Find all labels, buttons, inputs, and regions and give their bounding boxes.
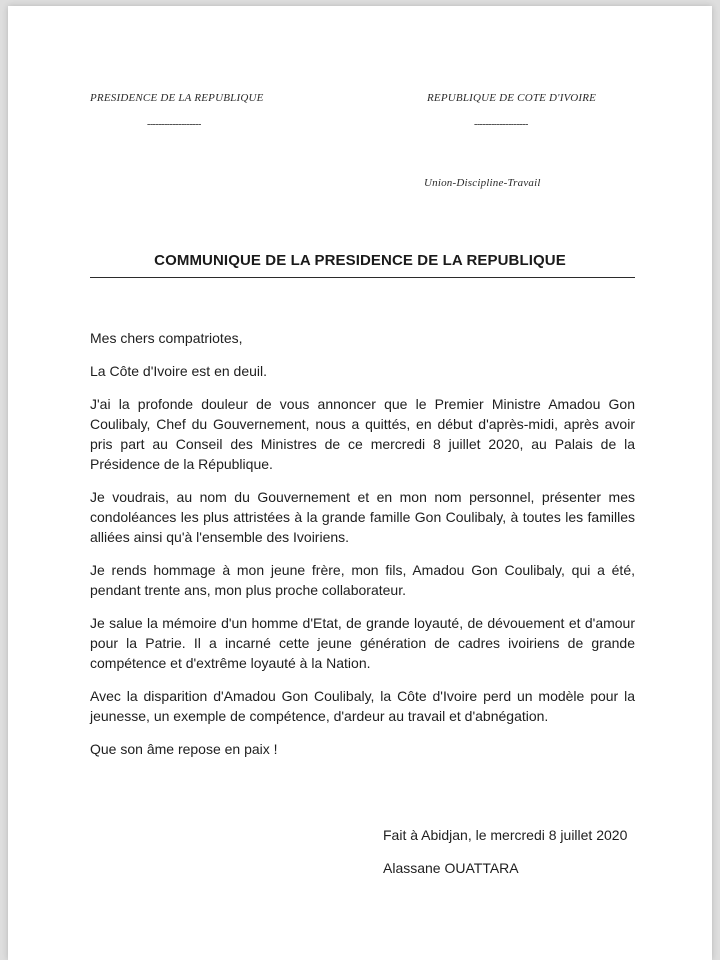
closing-line: Que son âme repose en paix ! bbox=[90, 741, 278, 757]
paragraph: Je rends hommage à mon jeune frère, mon fils, Amadou Gon Coulibaly, qui a été, pendant trente ans, mon plus proche collaborateur. bbox=[90, 562, 635, 598]
title-underline bbox=[90, 277, 635, 278]
header-left-separator: ------------------- bbox=[147, 119, 201, 130]
header-right-title: REPUBLIQUE DE COTE D'IVOIRE bbox=[427, 92, 597, 104]
paragraph: La Côte d'Ivoire est en deuil. bbox=[90, 363, 268, 379]
salutation: Mes chers compatriotes, bbox=[90, 330, 243, 346]
header-right-separator: ------------------- bbox=[474, 119, 528, 130]
paragraph: Je salue la mémoire d'un homme d'Etat, de grande loyauté, de dévouement et d'amour pour la Patrie. Il a incarné cette jeune génération de cadres ivoiriens de grande compétence et d'extrême loyauté à la Nation. bbox=[90, 615, 635, 671]
communique-body bbox=[90, 328, 635, 772]
place-and-date: Fait à Abidjan, le mercredi 8 juillet 2020 bbox=[383, 827, 628, 843]
paragraph: J'ai la profonde douleur de vous annoncer que le Premier Ministre Amadou Gon Coulibaly, Chef du Gouvernement, nous a quittés, en début d'après-midi, après avoir pris part au Conseil des Ministres de ce mercredi 8 juillet 2020, au Palais de la Présidence de la République. bbox=[90, 396, 635, 472]
header-motto: Union-Discipline-Travail bbox=[424, 177, 541, 189]
header-left-title: PRESIDENCE DE LA REPUBLIQUE bbox=[90, 92, 264, 104]
document-page bbox=[8, 6, 712, 960]
communique-title: COMMUNIQUE DE LA PRESIDENCE DE LA REPUBLIQUE bbox=[154, 252, 566, 269]
paragraph: Je voudrais, au nom du Gouvernement et en mon nom personnel, présenter mes condoléances les plus attristées à la grande famille Gon Coulibaly, à toutes les familles alliées ainsi qu'à l'ensemble des Ivoiriens. bbox=[90, 489, 635, 545]
paragraph: Avec la disparition d'Amadou Gon Coulibaly, la Côte d'Ivoire perd un modèle pour la jeunesse, un exemple de compétence, d'ardeur au travail et d'abnégation. bbox=[90, 688, 635, 724]
signatory-name: Alassane OUATTARA bbox=[383, 860, 519, 876]
